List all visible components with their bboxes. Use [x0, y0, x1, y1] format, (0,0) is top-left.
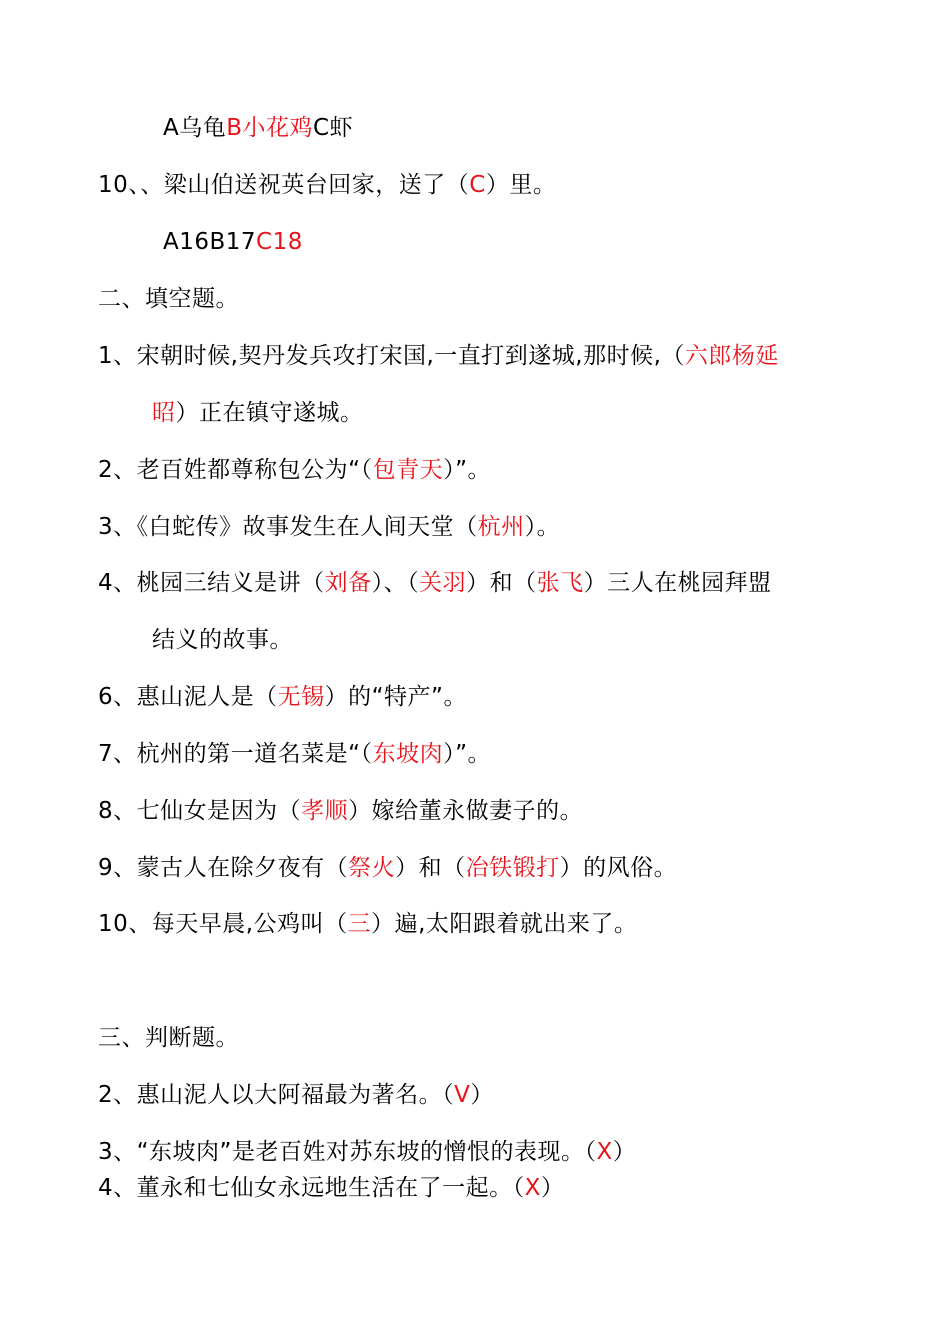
answer-text: 包青天 — [372, 457, 444, 483]
question-line — [98, 455, 491, 485]
answer-text: 昭 — [152, 400, 176, 426]
question-line — [98, 682, 467, 712]
question-text: 10、、梁山伯送祝英台回家，送了（ — [98, 172, 470, 198]
section-heading — [98, 284, 239, 314]
answer-text: X — [524, 1175, 541, 1201]
question-text: 7、杭州的第一道名菜是“（ — [98, 741, 373, 767]
question-line — [98, 1137, 636, 1167]
question-line — [98, 512, 560, 542]
question-text: 结义的故事。 — [152, 627, 293, 653]
question-text: ）和（ — [395, 855, 466, 881]
question-text: 2、老百姓都尊称包公为“（ — [98, 457, 373, 483]
answer-text: 张飞 — [536, 570, 584, 596]
answer-text: 杭州 — [477, 514, 525, 540]
question-text: ）三人在桃园拜盟 — [583, 570, 772, 596]
question-text: ）正在镇守遂城。 — [175, 400, 364, 426]
question-text: C虾 — [313, 115, 354, 141]
question-text: ）和（ — [466, 570, 537, 596]
section-heading — [98, 1023, 239, 1053]
answer-text: C — [469, 172, 486, 198]
answer-text: X — [596, 1139, 613, 1165]
question-text: A乌龟 — [163, 115, 227, 141]
answer-text: 东坡肉 — [372, 741, 444, 767]
question-line — [98, 1173, 564, 1203]
question-text: 9、蒙古人在除夕夜有（ — [98, 855, 349, 881]
answer-text: 祭火 — [348, 855, 396, 881]
question-text: 4、桃园三结义是讲（ — [98, 570, 325, 596]
answer-text: B小花鸡 — [226, 115, 314, 141]
question-text: 3、“东坡肉”是老百姓对苏东坡的憎恨的表现。（ — [98, 1139, 597, 1165]
question-text: 3、《白蛇传》故事发生在人间天堂（ — [98, 514, 478, 540]
question-text: ） — [540, 1175, 565, 1201]
question-text: A16B17 — [163, 229, 257, 255]
question-text: 1、宋朝时候,契丹发兵攻打宋国,一直打到遂城,那时候,（ — [98, 343, 685, 369]
question-text: ） — [612, 1139, 637, 1165]
question-text: 2、惠山泥人以大阿福最为著名。（ — [98, 1082, 455, 1108]
question-line — [98, 739, 491, 769]
answer-text: 无锡 — [277, 684, 325, 710]
question-text: 二、填空题。 — [98, 286, 239, 312]
question-text: ）的风俗。 — [559, 855, 678, 881]
question-text: 6、惠山泥人是（ — [98, 684, 278, 710]
answer-text: 刘备 — [324, 570, 372, 596]
question-continuation-line — [152, 625, 293, 655]
question-text: ） — [470, 1082, 494, 1108]
question-text: 三、判断题。 — [98, 1025, 239, 1051]
answer-text: 关羽 — [419, 570, 467, 596]
question-text: ）”。 — [443, 741, 491, 767]
question-text: ）”。 — [443, 457, 491, 483]
question-text: ）的“特产”。 — [324, 684, 467, 710]
question-text: 8、七仙女是因为（ — [98, 798, 302, 824]
answer-options-line — [163, 227, 303, 257]
question-text: ）、（ — [371, 570, 420, 596]
question-line — [98, 853, 677, 883]
answer-text: 三 — [347, 911, 372, 937]
answer-text: V — [454, 1082, 471, 1108]
answer-text: 六郎杨延 — [684, 343, 779, 369]
question-line — [98, 568, 772, 598]
question-continuation-line — [152, 398, 364, 428]
question-line — [98, 796, 583, 826]
question-text: 10、每天早晨,公鸡叫（ — [98, 911, 348, 937]
answer-text: C18 — [256, 229, 303, 255]
question-text: ）嫁给董永做妻子的。 — [348, 798, 584, 824]
question-line — [98, 170, 556, 200]
question-text: ）里。 — [485, 172, 557, 198]
question-line — [98, 909, 637, 939]
answer-options-line — [163, 113, 353, 143]
answer-text: 孝顺 — [301, 798, 349, 824]
answer-text: 冶铁锻打 — [465, 855, 560, 881]
question-text: ）。 — [524, 514, 561, 540]
question-line — [98, 1080, 494, 1110]
question-text: 4、董永和七仙女永远地生活在了一起。（ — [98, 1175, 525, 1201]
question-line — [98, 341, 779, 371]
question-text: ）遍,太阳跟着就出来了。 — [371, 911, 638, 937]
